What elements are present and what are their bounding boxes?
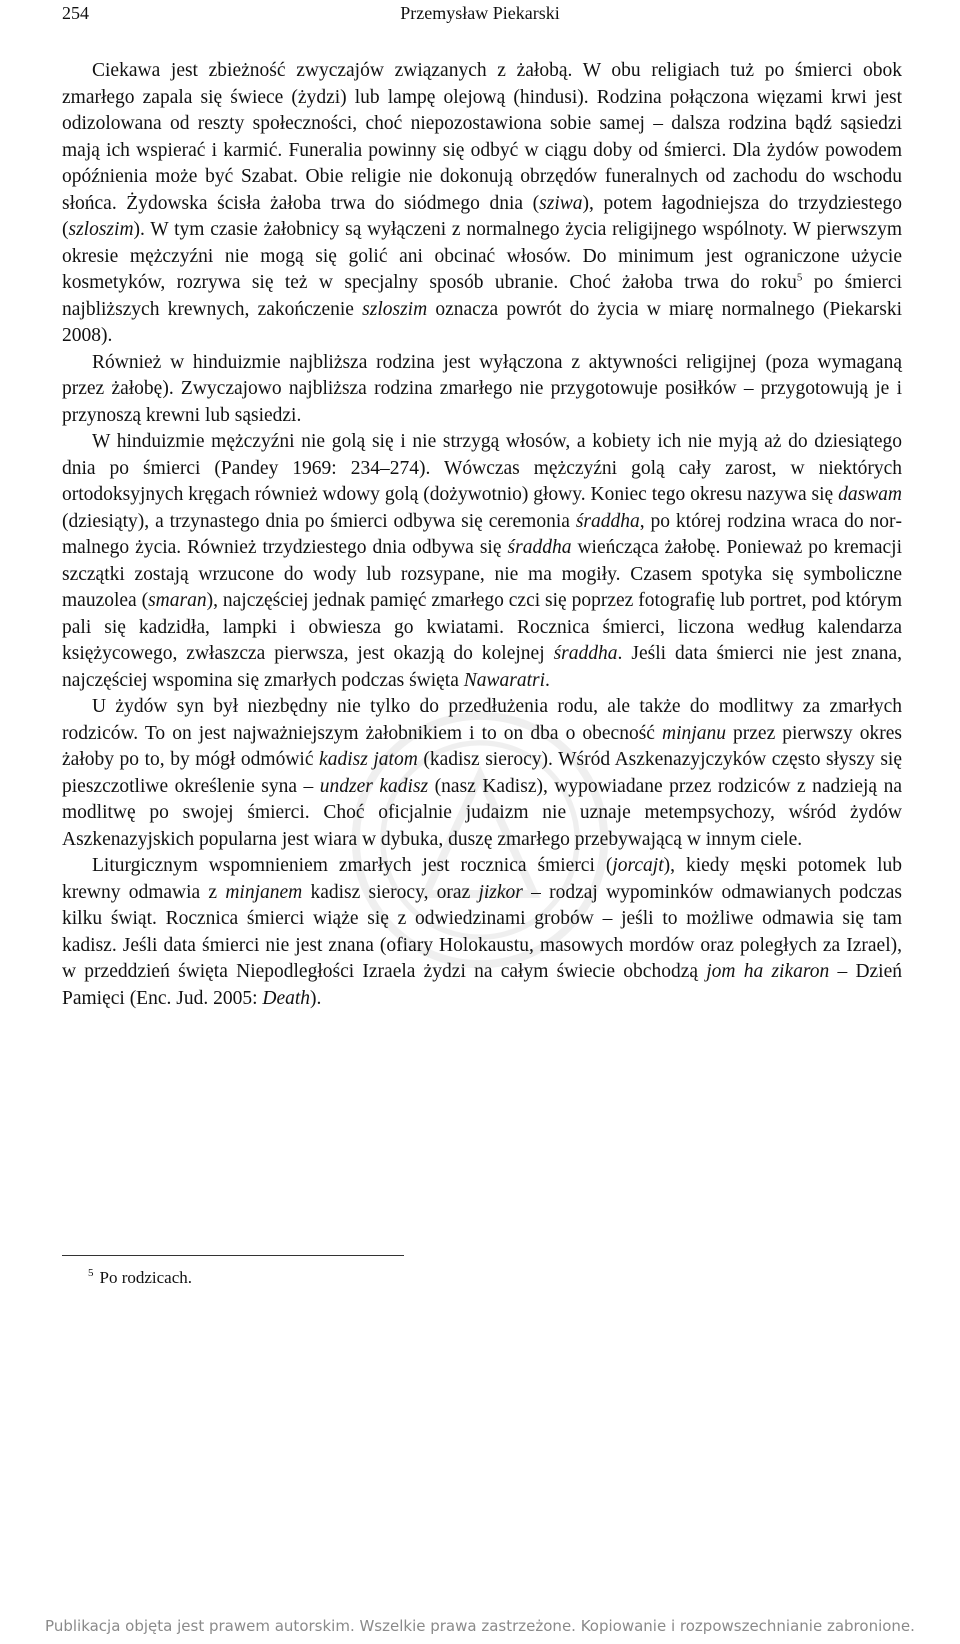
text-run: Liturgicznym wspomnieniem zmarłych jest rocznica śmierci (: [92, 855, 613, 876]
paragraph-mourning-customs: [62, 58, 902, 350]
running-head-author: Przemysław Piekarski: [400, 3, 560, 23]
page-header: [0, 0, 960, 30]
text-run: Ciekawa jest zbieżność zwyczajów związanych z żałobą. W obu religiach tuż po śmierci obok zmarłego zapala się świece (żydzi) lub lampę olejową (hindusi). Rodzina połączona więzami krwi jest odizolowana od reszty społeczności, choć niepozostawiona sobie samej – dalsza rodzina bądź sąsiedzi mają ich wspierać i karmić. Funeralia powinny się odbyć w ciągu doby od śmierci. Dla żydów powodem opóźnienia może być Szabat. Obie religie nie dokonują obrzędów funeralnych od zachodu do wschodu słońca. Żydowska ścisła żałoba trwa do siódmego dnia (: [62, 60, 902, 214]
text-run: po śmierci najbliższych krewnych, zakończenie: [62, 272, 902, 320]
footnote-reference: 5: [796, 271, 803, 284]
italic-term: jorcajt: [612, 855, 664, 876]
footnote-5: [88, 1267, 192, 1289]
italic-term: jom ha zikaron: [706, 961, 830, 982]
italic-term: Nawaratri: [463, 669, 546, 691]
text-run: (nasz Kadisz), wypowiadane przez rodziców z nadzieją na modlitwę po swojej śmierci. Choć oficjalnie judaizm nie uznaje metempsychozy, wśród żydów Aszkenazyjskich popularna jest wiara w dybuka, duszę zmarłego przebywającą w innym ciele.: [62, 775, 902, 850]
text-run: . Jeśli data śmierci nie jest znana, najczęściej wspomina się zmarłych podczas święta: [62, 643, 902, 691]
italic-term: śraddha: [575, 510, 640, 532]
italic-term: daswam: [838, 484, 902, 505]
text-run: kadisz sierocy, oraz: [302, 881, 479, 903]
text-run: ), kiedy męski potomek lub krewny odmawia z: [62, 855, 902, 903]
footnote-divider: [62, 1255, 404, 1256]
text-run: ).: [310, 987, 322, 1009]
text-run: oznacza powrót do życia w miarę normalnego (Piekarski 2008).: [62, 298, 902, 346]
italic-term: szloszim: [68, 219, 134, 240]
page-number: 254: [62, 3, 89, 23]
italic-term: minjanu: [662, 722, 726, 744]
text-run: Również w hinduizmie najbliższa rodzina jest wyłączona z aktywności religijnej (poza wymaganą przez żałobę). Zwyczajowo najbliższa rodzina zmarłego nie przygotowuje posiłków – przygotowują je i przynoszą krewni lub sąsiedzi.: [62, 351, 902, 426]
footnote-marker: 5: [88, 1267, 94, 1280]
paragraph-jewish-son: [62, 694, 902, 853]
italic-term: undzer kadisz: [319, 775, 429, 797]
italic-term: minjanem: [225, 881, 303, 903]
text-run: U żydów syn był niezbędny nie tylko do przedłużenia rodu, ale także do modlitwy za zmarłych rodziców. To on jest najważniejszym żałobnikiem i to on dba o obecność: [62, 696, 902, 744]
paragraph-remembrance: [62, 853, 902, 1012]
italic-term: jizkor: [478, 881, 523, 903]
italic-term: smaran: [148, 590, 207, 611]
italic-term: Death: [262, 987, 311, 1009]
text-run: – Dzień Pamięci (Enc. Jud. 2005:: [62, 961, 902, 1009]
main-text: [62, 58, 902, 1012]
text-run: ). W tym czasie żałobnicy są wyłączeni z normalnego życia religijnego wspólnoty. W pierwszym okresie mężczyźni nie mogą się golić ani obcinać włosów. Do minimum jest ograniczone użycie kosmetyków, rozrywa się też w specjalny sposób ubranie. Choć żałoba trwa do roku: [62, 219, 902, 293]
footnote-text: Po rodzicach.: [99, 1268, 193, 1287]
text-run: (dziesiąty), a trzynastego dnia po śmierci odbywa się ceremonia: [62, 510, 576, 532]
text-run: ), potem łagodniejsza do trzydziestego (: [62, 192, 903, 240]
italic-term: śraddha: [553, 643, 618, 664]
paragraph-hinduism-family: [62, 350, 902, 430]
paragraph-hinduism-rites: [62, 429, 902, 694]
text-run: (kadisz sierocy). Wśród Aszkenazyjczyków często słyszy się pieszczotliwe określenie syna –: [62, 749, 902, 797]
italic-term: kadisz jatom: [319, 749, 418, 770]
text-run: wieńcząca żałobę. Ponieważ po kremacji szczątki zostają wrzucone do wody lub rozsypane, nie ma mogiły. Czasem spotyka się symboliczne mauzolea (: [62, 537, 902, 611]
text-run: – rodzaj wypominków odmawianych podczas kilku świąt. Rocznica śmierci wiąże się z odwiedzinami grobów – jeśli to możliwe odmawia się tam kadisz. Jeśli data śmierci nie jest znana (ofiary Holokaustu, masowych mordów oraz poległych za Izrael), w przeddzień święta Niepodległości Izraela żydzi na całym świecie obchodzą: [62, 881, 902, 982]
copyright-notice: Publikacja objęta jest prawem autorskim. Wszelkie prawa zastrzeżone. Kopiowanie i rozpowszechnianie zabronione.: [45, 1617, 915, 1635]
text-run: .: [545, 669, 550, 691]
italic-term: śraddha: [507, 537, 572, 558]
text-run: przez pierwszy okres żałoby po to, by mógł odmówić: [62, 722, 902, 770]
italic-term: szloszim: [362, 298, 428, 320]
text-run: , po której rodzina wraca do normalnego życia. Również trzydziestego dnia odbywa się: [62, 510, 902, 558]
text-run: W hinduizmie mężczyźni nie golą się i nie strzygą włosów, a kobiety ich nie myją aż do dziesiątego dnia po śmierci (Pandey 1969: 234–274). Wówczas mężczyźni golą cały zarost, w niektórych ortodoksyjnych kręgach również wdowy golą (dożywotnio) głowy. Koniec tego okresu nazywa się: [62, 431, 902, 505]
italic-term: sziwa: [539, 192, 583, 214]
text-run: ), najczęściej jednak pamięć zmarłego czci się poprzez fotografię lub portret, pod którym pali się kadzidła, lampki i obwiesza go kwiatami. Rocznica śmierci, liczona według kalendarza księżycowego, zwłaszcza pierwsza, jest okazją do kolejnej: [62, 590, 902, 664]
